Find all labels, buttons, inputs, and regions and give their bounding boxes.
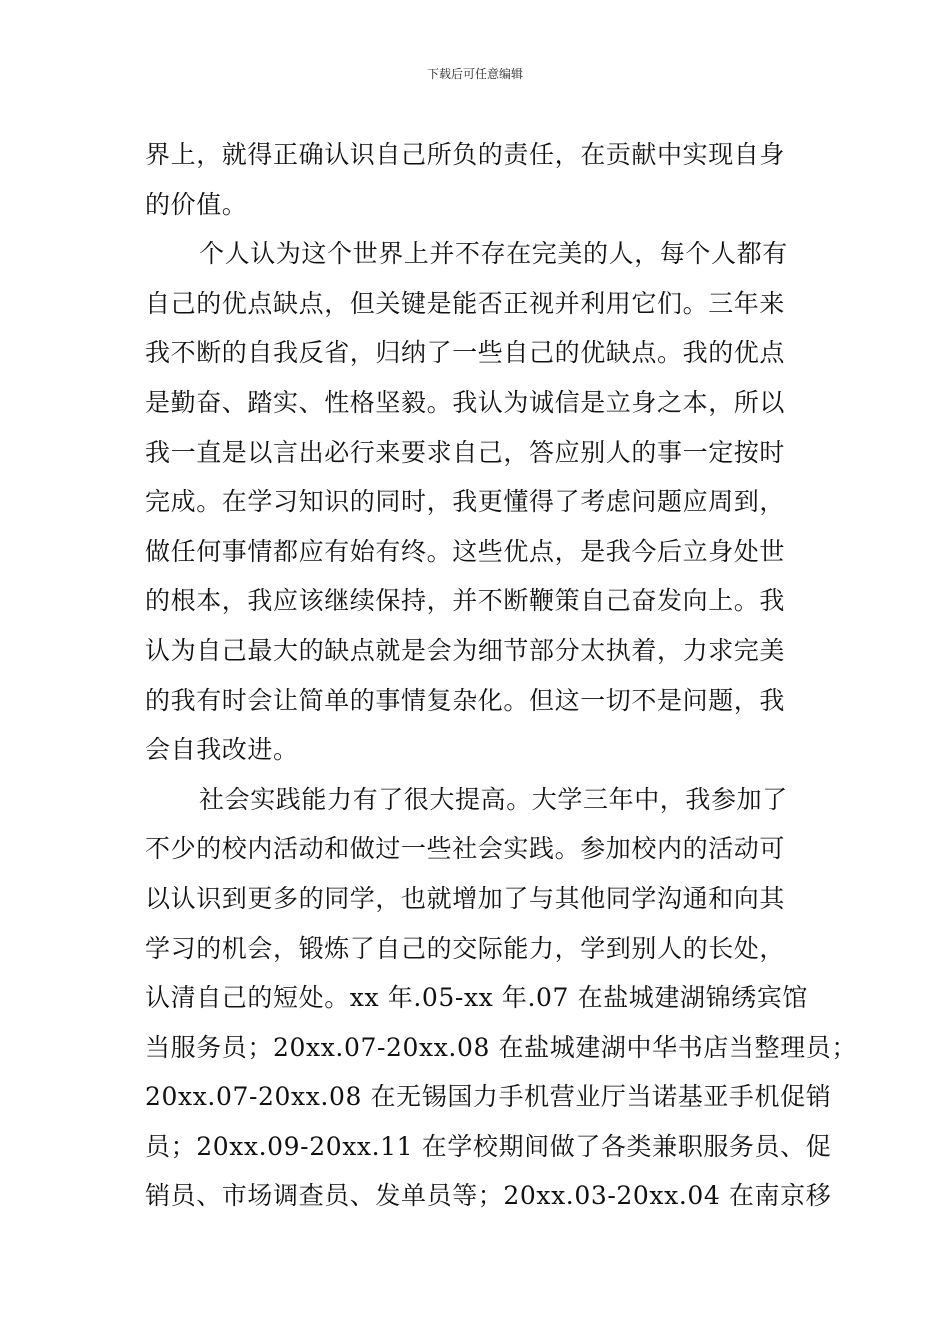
text-line: 我不断的自我反省，归纳了一些自己的优缺点。我的优点 xyxy=(145,338,786,368)
text-line: 20xx.07-20xx.08 在无锡国力手机营业厅当诺基亚手机促销 xyxy=(145,1082,832,1112)
text-line: 销员、市场调查员、发单员等；20xx.03-20xx.04 在南京移 xyxy=(145,1181,832,1211)
text-line: 自己的优点缺点，但关键是能否正视并利用它们。三年来 xyxy=(145,288,786,318)
text-line: 学习的机会，锻炼了自己的交际能力，学到别人的长处， xyxy=(145,933,786,963)
text-line: 我一直是以言出必行来要求自己，答应别人的事一定按时 xyxy=(145,437,786,467)
text-line: 员；20xx.09-20xx.11 在学校期间做了各类兼职服务员、促 xyxy=(145,1131,832,1161)
page-header: 下载后可任意编辑 xyxy=(426,67,523,81)
text-line: 认清自己的短处。xx 年.05-xx 年.07 在盐城建湖锦绣宾馆 xyxy=(145,983,809,1013)
paragraph-start-line: 个人认为这个世界上并不存在完美的人，每个人都有 xyxy=(199,239,788,269)
text-line: 是勤奋、踏实、性格坚毅。我认为诚信是立身之本，所以 xyxy=(145,387,786,417)
text-line: 认为自己最大的缺点就是会为细节部分太执着，力求完美 xyxy=(145,635,786,665)
text-line: 的价值。 xyxy=(145,189,248,219)
text-line: 以认识到更多的同学，也就增加了与其他同学沟通和向其 xyxy=(145,883,786,913)
text-line: 完成。在学习知识的同时，我更懂得了考虑问题应周到， xyxy=(145,487,786,517)
text-line: 当服务员；20xx.07-20xx.08 在盐城建湖中华书店当整理员； xyxy=(145,1032,857,1062)
text-line: 不少的校内活动和做过一些社会实践。参加校内的活动可 xyxy=(145,834,786,864)
text-line: 会自我改进。 xyxy=(145,735,299,765)
paragraph-start-line: 社会实践能力有了很大提高。大学三年中，我参加了 xyxy=(199,784,788,814)
text-line: 做任何事情都应有始有终。这些优点，是我今后立身处世 xyxy=(145,536,786,566)
text-line: 的根本，我应该继续保持，并不断鞭策自己奋发向上。我 xyxy=(145,586,786,616)
document-body xyxy=(145,130,857,1221)
text-line: 界上，就得正确认识自己所负的责任，在贡献中实现自身 xyxy=(145,140,786,169)
text-line: 的我有时会让简单的事情复杂化。但这一切不是问题，我 xyxy=(145,685,786,715)
